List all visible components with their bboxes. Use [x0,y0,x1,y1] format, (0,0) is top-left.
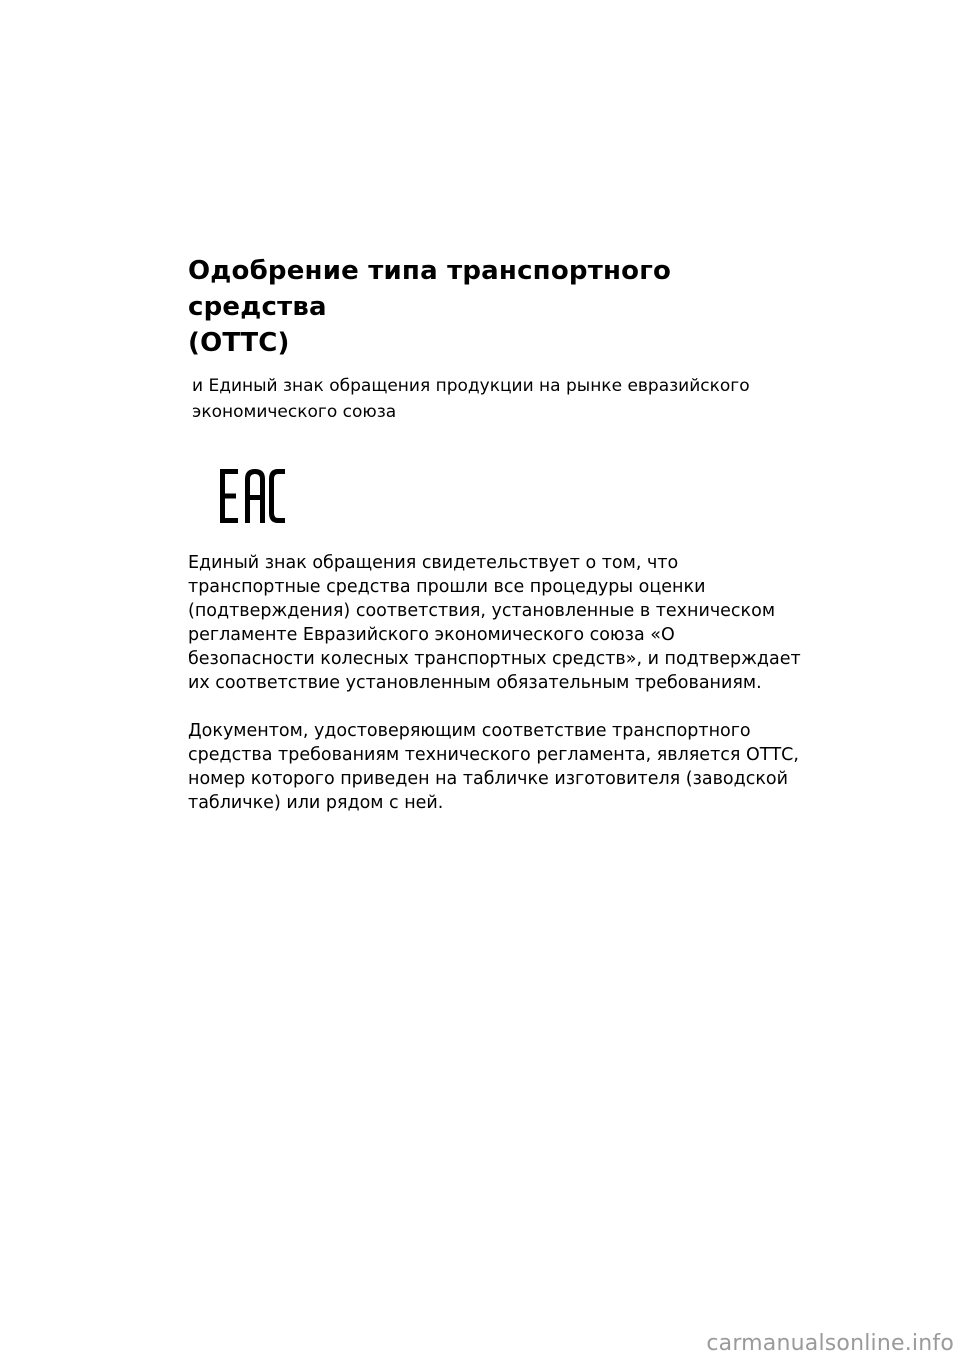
page-subtitle [192,373,752,425]
paragraph-line: регламенте Евразийского экономического союза «О [188,625,675,645]
page-title [188,253,788,361]
paragraph-otts-document [188,719,799,815]
eac-logo-graphic [218,465,288,527]
paragraph-line: транспортные средства прошли все процедуры оценки [188,577,706,597]
site-watermark: carmanualsonline.info [706,1331,954,1356]
paragraph-line: табличке) или рядом с ней. [188,793,444,813]
paragraph-line: (подтверждения) соответствия, установленные в техническом [188,601,776,621]
document-body [188,253,801,815]
paragraph-line: их соответствие установленным обязательным требованиям. [188,673,762,693]
eac-mark-icon [218,465,288,527]
page-subtitle-line-2: экономического союза [192,402,397,422]
paragraph-line: номер которого приведен на табличке изготовителя (заводской [188,769,789,789]
page-title-line-2: (ОТТС) [188,328,290,358]
paragraph-line: Документом, удостоверяющим соответствие транспортного [188,721,751,741]
page-title-line-1: Одобрение типа транспортного средства [188,256,672,322]
paragraph-line: Единый знак обращения свидетельствует о том, что [188,553,679,573]
page-subtitle-line-1: и Единый знак обращения продукции на рынке евразийского [192,376,750,396]
paragraph-line: средства требованиям технического регламента, является ОТТС, [188,745,799,765]
paragraph-line: безопасности колесных транспортных средств», и подтверждает [188,649,801,669]
paragraph-eac-meaning [188,551,801,695]
